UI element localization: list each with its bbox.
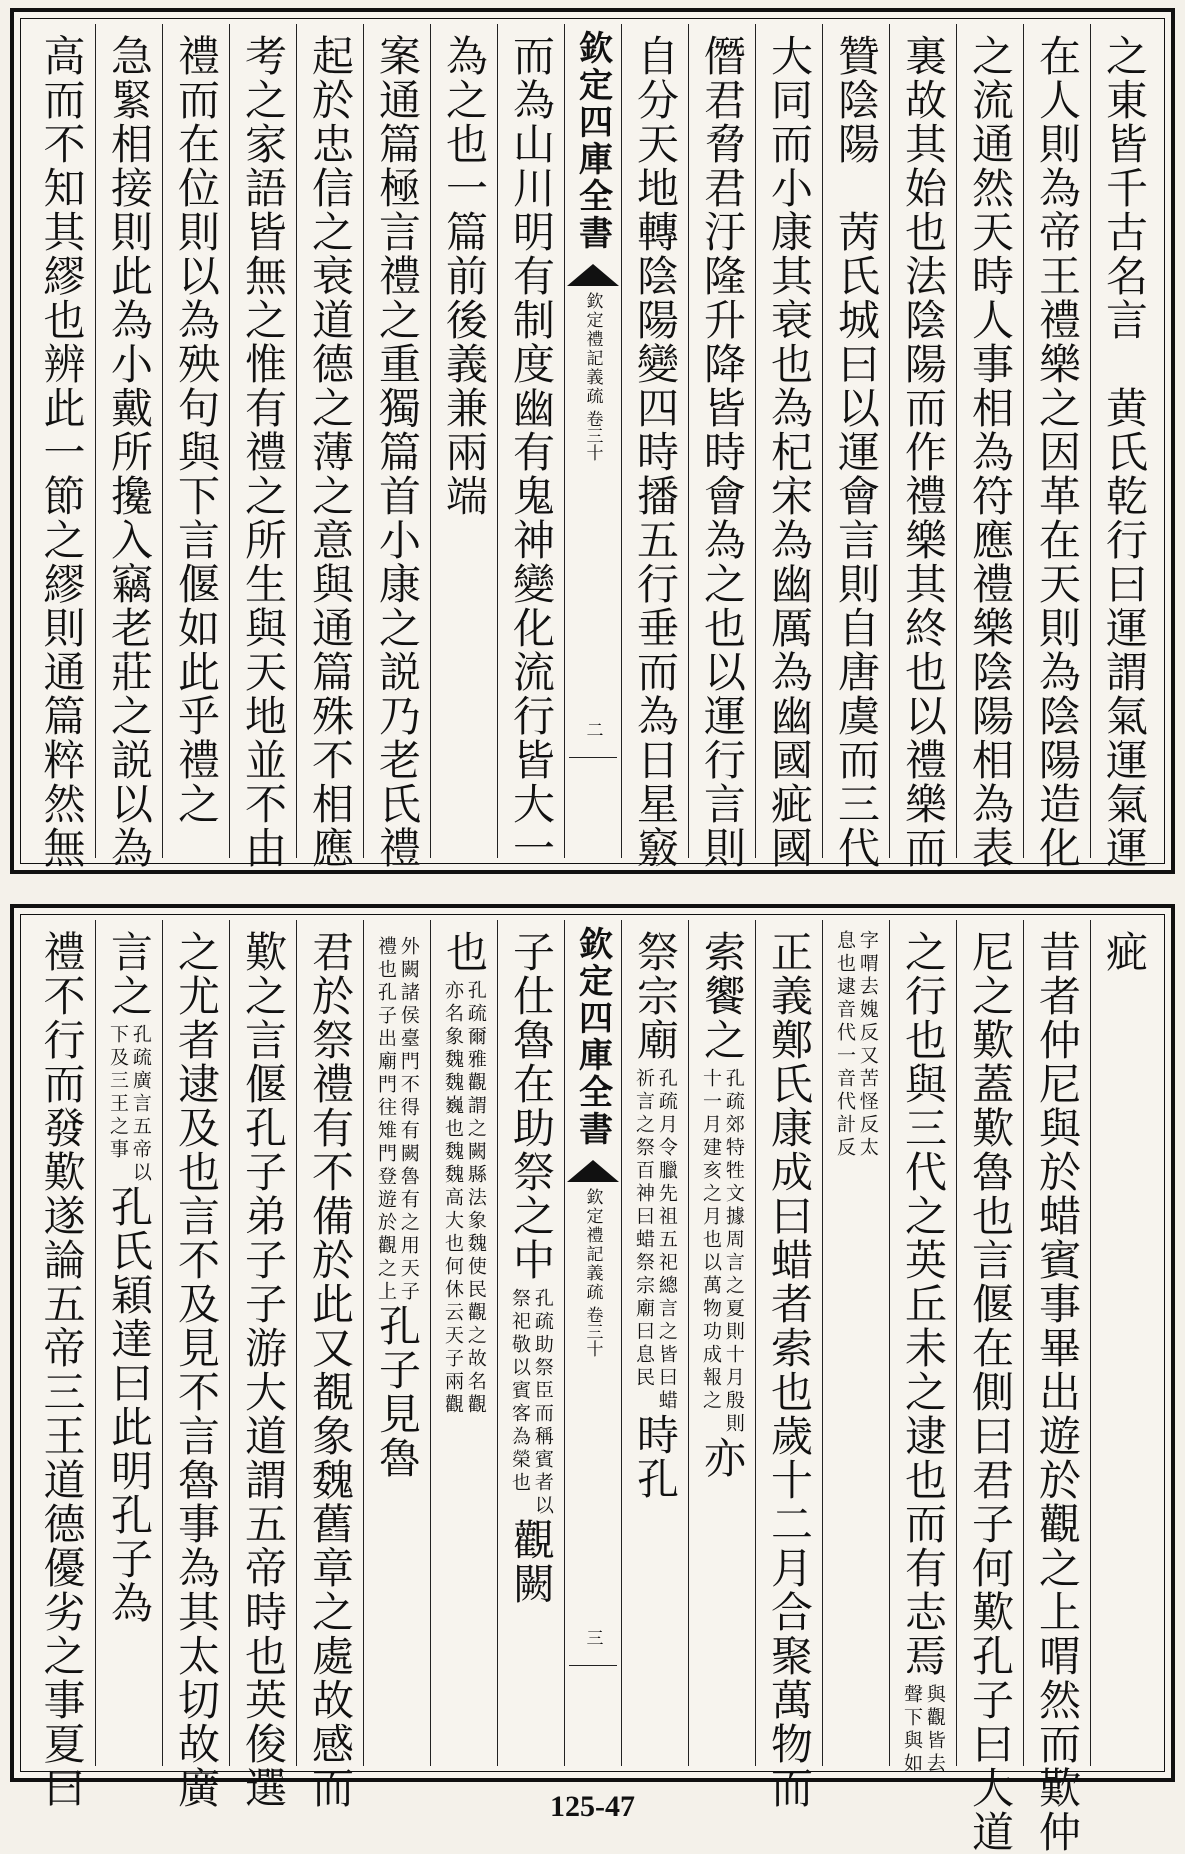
column-text: 禮不行而發歎遂論五帝三王道德優劣之事夏曰 [37,930,87,1810]
text-column [95,920,162,1766]
mixed-line [440,930,490,1766]
commentary-pair [700,1068,744,1436]
column-text: 孔氏穎達曰此明孔子為 [105,1185,155,1625]
text-column [430,920,497,1766]
strip-title: 欽定四庫全書 [572,30,613,252]
column-text: 起於忠信之衰道德之薄之意與通篇殊不相應 [306,34,356,870]
text-column [497,920,564,1766]
commentary-text: 孔疏月令臘先祖五祀總言之皆曰蜡 [655,1068,678,1413]
column-text: 急緊相接則此為小戴所攙入竊老莊之説以為 [105,34,155,870]
column-text: 觀闕 [507,1518,557,1606]
text-column [755,920,822,1810]
text-column [1023,920,1090,1854]
column-text: 為之也一篇前後義兼兩端 [440,34,490,518]
mixed-line [631,930,681,1766]
strip-page-number: 三 [582,1629,603,1646]
text-column [229,24,296,870]
column-text: 裏故其始也法陰陽而作禮樂其終也以禮樂而 [899,34,949,870]
commentary-pair [509,1288,553,1518]
commentary-text: 亦名象魏魏巍也魏魏高大也何休云天子兩觀 [442,980,464,1417]
top-page-panel [10,8,1175,874]
commentary-text: 字喟去媿反又苦怪反太 [856,930,879,1160]
text-column [621,24,688,870]
column-text: 孔子見魯 [373,1304,423,1480]
strip-page-number: 二 [582,721,603,738]
text-column [1090,920,1157,1766]
column-text: 大同而小康其衰也為杞宋為幽厲為幽國疵國 [765,34,815,870]
commentary-pair [442,980,486,1417]
column-text: 尼之歎蓋歎魯也言偃在側曰君子何歎孔子曰大道 [966,930,1016,1854]
text-column [956,24,1023,870]
column-text: 案通篇極言禮之重獨篇首小康之説乃老氏禮 [373,34,423,870]
commentary-pair [633,1068,677,1413]
commentary-text: 禮也孔子出廟門往雉門登遊於觀之上 [375,936,397,1304]
commentary-pair [901,1684,945,1776]
column-text: 之尤者逮及也言不及見不言魯事為其太切故廣 [172,930,222,1810]
text-column [822,920,889,1766]
commentary-pair [375,936,419,1304]
text-column [889,24,956,870]
center-strip [564,24,621,858]
text-column [28,920,95,1810]
column-text: 亦 [698,1436,748,1480]
text-column [162,24,229,858]
commentary-text: 聲下與如 [901,1684,923,1776]
commentary-text: 祈言之祭百神曰蜡祭宗廟曰息民 [633,1068,655,1390]
column-text: 歎之言偃孔子弟子子游大道謂五帝時也英俊選 [239,930,289,1810]
commentary-text: 孔疏郊特牲文據周言之夏則十月殷則 [722,1068,745,1436]
text-column [889,920,956,1776]
text-column [956,920,1023,1854]
column-text: 自分天地轉陰陽變四時播五行垂而為日星竅 [631,34,681,870]
commentary-text: 息也逮音代一音代計反 [834,930,856,1160]
commentary-pair [107,1024,151,1185]
column-text: 也 [440,930,490,974]
mixed-line [899,930,949,1776]
column-text: 之東皆千古名言 黄氏乾行曰運謂氣運氣運 [1100,34,1150,870]
strip-divider [569,1665,617,1666]
column-text: 僭君脅君汙隆升降皆時會為之也以運行言則 [698,34,748,870]
strip-subtitle: 欽定禮記義疏 [582,292,603,406]
commentary-text: 十一月建亥之月也以萬物功成報之 [700,1068,722,1413]
fishtail-mark [567,1160,619,1182]
column-text: 昔者仲尼與於蜡賓事畢出遊於觀之上喟然而歎仲 [1033,930,1083,1854]
column-text: 之流通然天時人事相為符應禮樂陰陽相為表 [966,34,1016,870]
center-strip [564,920,621,1766]
commentary-text: 孔疏廣言五帝以 [129,1024,152,1185]
text-column [162,920,229,1810]
text-column [229,920,296,1810]
column-text: 高而不知其繆也辨此一節之繆則通篇粹然無 [37,34,87,870]
column-text: 之行也與三代之英丘未之逮也而有志焉 [899,930,949,1678]
mixed-line [507,930,557,1766]
column-text: 而為山川明有制度幽有鬼神變化流行皆大一 [507,34,557,870]
mixed-line [698,930,748,1766]
text-column [363,24,430,870]
strip-subtitle: 欽定禮記義疏 [582,1188,603,1302]
mixed-line [373,930,423,1766]
text-column [497,24,564,870]
text-column [296,920,363,1810]
column-text: 子仕魯在助祭之中 [507,930,557,1282]
commentary-text: 下及三王之事 [107,1024,129,1162]
commentary-text: 與觀皆去 [923,1684,946,1776]
mixed-line [105,930,155,1766]
strip-divider [569,757,617,758]
column-text: 正義鄭氏康成曰蜡者索也歲十二月合聚萬物而 [765,930,815,1810]
text-column [363,920,430,1766]
fishtail-mark [567,264,619,286]
column-text: 君於祭禮有不備於此又覩象魏舊章之處故感而 [306,930,356,1810]
strip-title: 欽定四庫全書 [572,926,613,1148]
top-columns [28,24,1157,870]
text-column [688,920,755,1766]
column-text: 疵 [1100,930,1150,974]
page-number: 125-47 [550,1790,635,1823]
column-text: 祭宗廟 [631,930,681,1062]
text-column [755,24,822,870]
column-text: 在人則為帝王禮樂之因革在天則為陰陽造化 [1033,34,1083,870]
column-text: 言之 [105,930,155,1018]
commentary-text: 祭祀敬以賓客為榮也 [509,1288,531,1495]
text-column [1090,24,1157,870]
text-column [621,920,688,1766]
column-text: 考之家語皆無之惟有禮之所生與天地並不由 [239,34,289,870]
text-column [430,24,497,858]
text-column [296,24,363,870]
commentary-text: 外闕諸侯臺門不得有闕魯有之用天子 [397,936,420,1304]
text-column [28,24,95,870]
text-column [688,24,755,870]
column-text: 贊陰陽 苪氏城曰以運會言則自唐虞而三代 [832,34,882,870]
text-column [95,24,162,870]
text-column [822,24,889,870]
strip-juan: 卷三十 [582,410,603,461]
text-column [1023,24,1090,870]
strip-juan: 卷三十 [582,1306,603,1357]
column-text: 索饗之 [698,930,748,1062]
commentary-text: 孔疏爾雅觀謂之闕縣法象魏使民觀之故名觀 [464,980,487,1417]
column-text: 禮而在位則以為殃句與下言偃如此乎禮之 [172,34,222,826]
commentary-pair [834,930,878,1766]
column-text: 時孔 [631,1413,681,1501]
commentary-text: 孔疏助祭臣而稱賓者以 [531,1288,554,1518]
